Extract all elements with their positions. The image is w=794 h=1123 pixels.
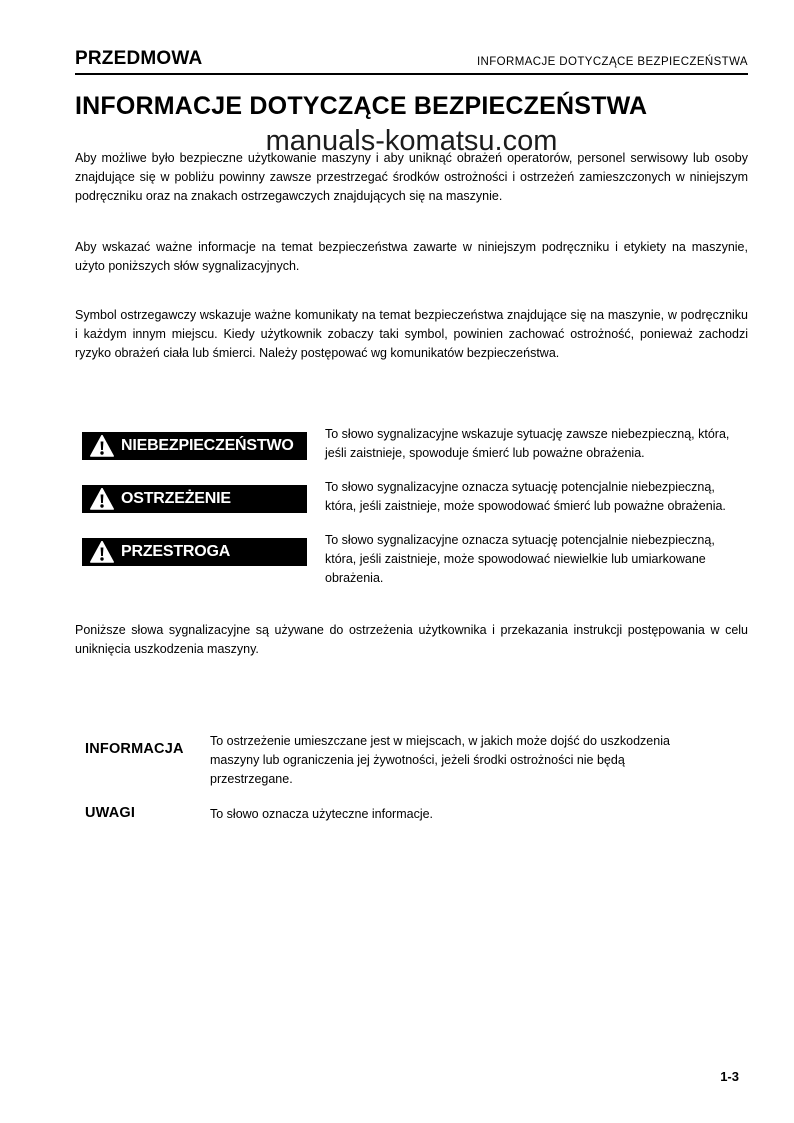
notice-description: To ostrzeżenie umieszczane jest w miejscach, w jakich może dojść do uszkodzenia maszyny lub ograniczenia jej żywotności, jeżeli środki ostrożności nie będą przestrzegane.	[210, 734, 670, 786]
signal-word-table	[75, 425, 748, 588]
page-content	[75, 48, 748, 840]
signal-row-caution	[75, 531, 748, 588]
notice-row-uwagi	[75, 805, 748, 824]
notice-label: UWAGI	[85, 805, 136, 821]
damage-prevention-paragraph: Poniższe słowa sygnalizacyjne są używane do ostrzeżenia użytkownika i przekazania instrukcji postępowania w celu uniknięcia uszkodzenia maszyny.	[75, 623, 748, 656]
notice-label: INFORMACJA	[85, 741, 184, 757]
page-number: 1-3	[720, 1069, 739, 1084]
notice-description: To słowo oznacza użyteczne informacje.	[210, 807, 434, 821]
signal-word-label: PRZESTROGA	[121, 543, 231, 560]
watermark-text: manuals-komatsu.com	[265, 125, 558, 157]
signal-row-danger	[75, 425, 748, 463]
warning-label-box	[82, 485, 307, 513]
signal-word-description: To słowo sygnalizacyjne oznacza sytuację potencjalnie niebezpieczną, która, jeśli zaistnieje, może spowodować śmierć lub poważne obrażenia.	[325, 480, 726, 513]
signal-label-column	[75, 425, 325, 460]
signal-word-description: To słowo sygnalizacyjne oznacza sytuację potencjalnie niebezpieczną, która, jeśli zaistnieje, może spowodować niewielkie lub umiarkowane obrażenia.	[325, 533, 715, 585]
signal-label-column	[75, 531, 325, 566]
running-header	[75, 48, 748, 75]
caution-label-box	[82, 538, 307, 566]
danger-label-box	[82, 432, 307, 460]
warning-triangle-icon	[90, 488, 114, 510]
intro-paragraph-3: Symbol ostrzegawczy wskazuje ważne komunikaty na temat bezpieczeństwa znajdujące się na maszynie, w podręczniku i każdym innym miejscu. Kiedy użytkownik zobaczy taki symbol, powinien zachować ostrożność, ponieważ zachodzi ryzyko obrażeń ciała lub śmierci. Należy postępować wg komunikatów bezpieczeństwa.	[75, 308, 748, 360]
running-header-chapter: PRZEDMOWA	[75, 48, 203, 69]
signal-word-label: OSTRZEŻENIE	[121, 490, 231, 507]
notice-table	[75, 732, 748, 824]
notice-row-informacja	[75, 732, 748, 789]
intro-paragraph-2: Aby wskazać ważne informacje na temat bezpieczeństwa zawarte w niniejszym podręczniku i etykiety na maszynie, użyto poniższych słów sygnalizacyjnych.	[75, 240, 748, 273]
running-header-section: INFORMACJE DOTYCZĄCE BEZPIECZEŃSTWA	[476, 56, 748, 68]
signal-label-column	[75, 478, 325, 513]
warning-triangle-icon	[90, 541, 114, 563]
warning-triangle-icon	[90, 435, 114, 457]
page-title: INFORMACJE DOTYCZĄCE BEZPIECZEŃSTWA	[75, 92, 648, 120]
signal-word-label: NIEBEZPIECZEŃSTWO	[121, 437, 294, 454]
signal-word-description: To słowo sygnalizacyjne wskazuje sytuację zawsze niebezpieczną, która, jeśli zaistnieje, spowoduje śmierć lub poważne obrażenia.	[325, 427, 730, 460]
signal-row-warning	[75, 478, 748, 516]
intro-paragraph-1: Aby możliwe było bezpieczne użytkowanie maszyny i aby uniknąć obrażeń operatorów, personel serwisowy lub osoby znajdujące się w pobliżu powinny zawsze przestrzegać środków ostrożności i ostrzeżeń zamieszczonych w niniejszym podręczniku oraz na znakach ostrzegawczych znajdujących się na maszynie.	[75, 151, 748, 203]
